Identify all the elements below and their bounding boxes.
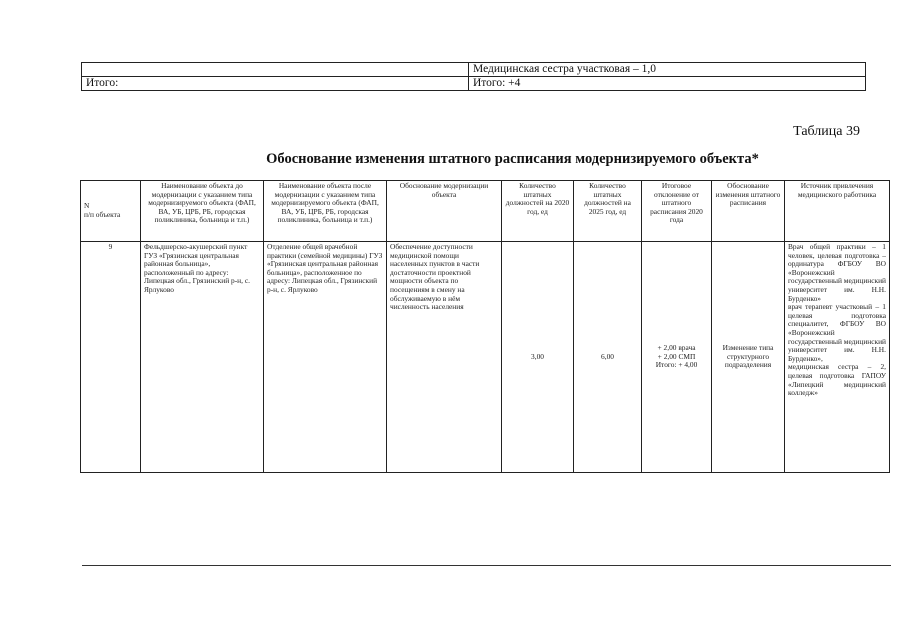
cell-after: Отделение общей врачебной практики (семейной медицины) ГУЗ «Грязинская центральная районная больница», расположенное по адресу: Липецкая обл., Грязинский р-н, с. Ярлуково <box>264 242 387 473</box>
page-title: Обоснование изменения штатного расписания модернизируемого объекта* <box>266 151 759 167</box>
footer-divider <box>82 565 891 566</box>
header-justification: Обоснование изменения штатного расписания <box>712 181 785 242</box>
header-before: Наименование объекта до модернизации с указанием типа модернизируемого объекта (ФАП, ВА, УБ, ЦРБ, РБ, городская поликлиника, больница и т.п.) <box>141 181 264 242</box>
summary-cell-left <box>82 63 469 77</box>
header-num <box>81 181 141 242</box>
cell-justification: Изменение типа структурного подразделения <box>712 242 785 473</box>
deviation-line-3: Итого: + 4,00 <box>655 360 698 370</box>
header-after: Наименование объекта после модернизации с указанием типа модернизируемого объекта (ФАП, ВА, УБ, ЦРБ, РБ, городская поликлиника, больница и т.п.) <box>264 181 387 242</box>
total-value: Итого: +4 <box>469 77 866 91</box>
table-row <box>82 63 866 77</box>
summary-cell-right: Медицинская сестра участковая – 1,0 <box>469 63 866 77</box>
header-deviation: Итоговое отклонение от штатного расписания 2020 года <box>642 181 712 242</box>
header-reason: Обоснование модернизации объекта <box>387 181 502 242</box>
header-count-2025: Количество штатных должностей на 2025 год, ед <box>574 181 642 242</box>
header-row <box>81 181 890 242</box>
header-num-text: N п/п объекта <box>84 201 121 219</box>
deviation-line-1: + 2,00 врача <box>657 343 696 353</box>
deviation-line-2: + 2,00 СМП <box>657 351 696 361</box>
cell-num: 9 <box>81 242 141 473</box>
total-label: Итого: <box>82 77 469 91</box>
cell-deviation <box>642 242 712 473</box>
summary-table <box>81 62 866 91</box>
source-part-1: Врач общей практики – 1 человек, целевая подготовка – ординатура ФГБОУ ВО «Воронежский государственный медицинский университет им. Н.Н. Бурденко» <box>788 242 887 303</box>
source-part-3: медицинская сестра – 2, целевая подготовка ГАПОУ «Липецкий медицинский колледж» <box>788 362 886 398</box>
staffing-table <box>80 180 890 473</box>
cell-count-2025: 6,00 <box>574 242 642 473</box>
header-count-2020: Количество штатных должностей на 2020 год, ед <box>502 181 574 242</box>
header-source: Источник привлечения медицинского работника <box>785 181 890 242</box>
table-row <box>81 242 890 473</box>
cell-count-2020: 3,00 <box>502 242 574 473</box>
table-number: Таблица 39 <box>793 124 860 139</box>
cell-before: Фельдшерско-акушерский пункт ГУЗ «Грязинская центральная районная больница», расположенный по адресу: Липецкая обл., Грязинский р-н, с. Ярлуково <box>141 242 264 473</box>
cell-reason: Обеспечение доступности медицинской помощи населенных пунктов в части достаточности проектной мощности объекта по посещениям в смену на обслуживаемую в нём численность населения <box>387 242 502 473</box>
table-row <box>82 77 866 91</box>
source-part-2: врач терапевт участковый – 1 целевая подготовка специалитет, ФГБОУ ВО «Воронежский государственный медицинский университет им. Н.Н. Бурденко», <box>788 302 887 363</box>
cell-source <box>785 242 890 473</box>
